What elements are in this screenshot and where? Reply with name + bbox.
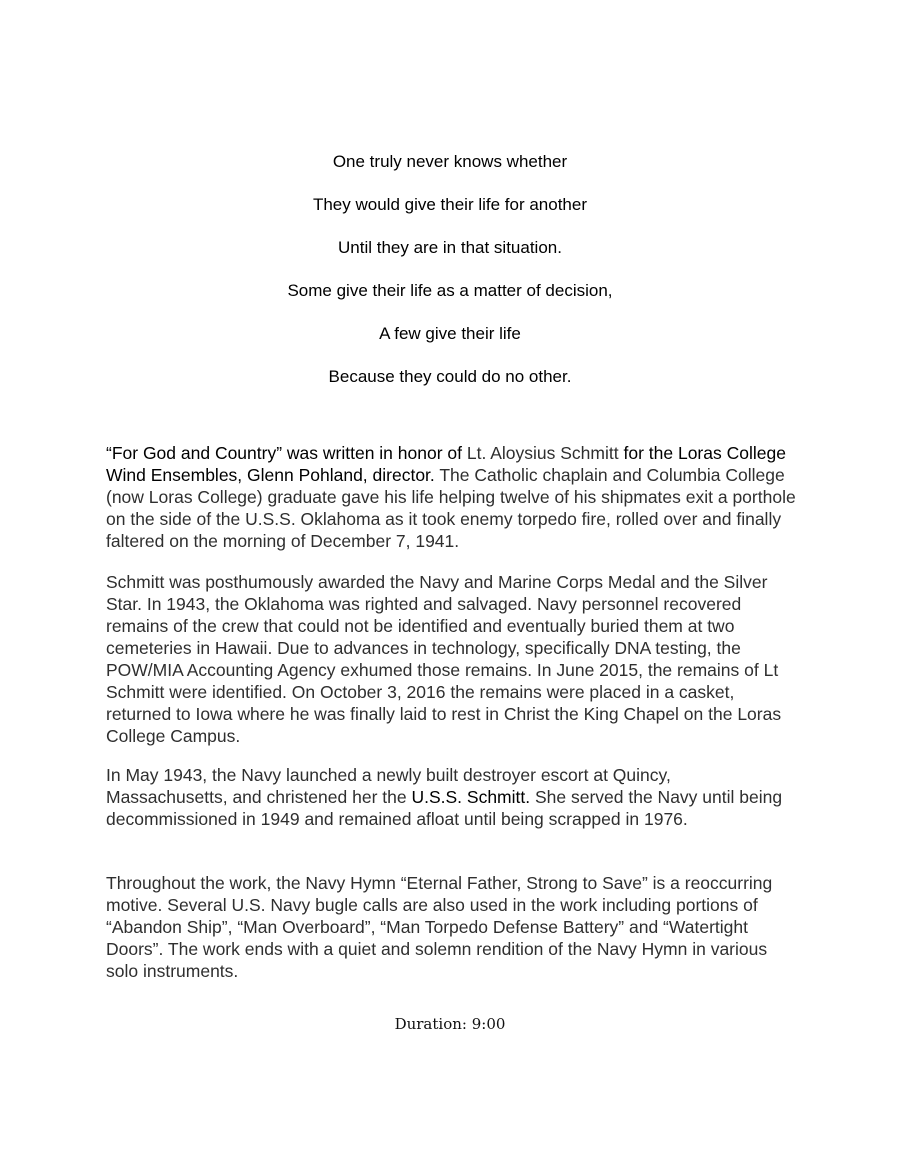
poem-line-1: One truly never knows whether xyxy=(332,152,568,171)
ensemble-dedication: for the Loras College Wind Ensembles, Glenn Pohland, director. xyxy=(106,443,786,485)
program-note-dedication xyxy=(106,442,796,552)
work-title-phrase: “For God and Country” was written in honor of xyxy=(106,443,462,463)
program-note-history: Schmitt was posthumously awarded the Navy and Marine Corps Medal and the Silver Star. In 1943, the Oklahoma was righted and salvaged. Navy personnel recovered remains of the crew that could not be identified and eventually buried them at two cemeteries in Hawaii. Due to advances in technology, specifically DNA testing, the POW/MIA Accounting Agency exhumed those remains. In June 2015, the remains of Lt Schmitt were identified. On October 3, 2016 the remains were placed in a casket, returned to Iowa where he was finally laid to rest in Christ the King Chapel on the Loras College Campus. xyxy=(106,572,782,746)
poem-line-4: Some give their life as a matter of decision, xyxy=(287,281,613,300)
chaplain-story: The Catholic chaplain and Columbia College (now Loras College) graduate gave his life helping twelve of his shipmates exit a porthole on the side of the U.S.S. Oklahoma as it took enemy torpedo fire, rolled over and finally faltered on the morning of December 7, 1941. xyxy=(106,465,796,551)
ship-service-text: She served the Navy until being decommissioned in 1949 and remained afloat until being scrapped in 1976. xyxy=(106,787,783,829)
honoree-name: Lt. Aloysius Schmitt xyxy=(466,443,619,463)
duration: Duration: 9:00 xyxy=(394,1015,506,1033)
ship-name: U.S.S. Schmitt. xyxy=(411,787,531,807)
ship-launch-text: In May 1943, the Navy launched a newly built destroyer escort at Quincy, Massachusetts, and christened her the xyxy=(106,765,671,807)
poem-line-6: Because they could do no other. xyxy=(328,367,572,386)
program-note-ship xyxy=(106,764,796,830)
poem xyxy=(0,140,900,398)
poem-line-3: Until they are in that situation. xyxy=(338,238,562,257)
poem-line-5: A few give their life xyxy=(379,324,521,343)
program-note-music: Throughout the work, the Navy Hymn “Eternal Father, Strong to Save” is a reoccurring motive. Several U.S. Navy bugle calls are also used in the work including portions of “Abandon Ship”, “Man Overboard”, “Man Torpedo Defense Battery” and “Watertight Doors”. The work ends with a quiet and solemn rendition of the Navy Hymn in various solo instruments. xyxy=(106,873,773,981)
poem-line-2: They would give their life for another xyxy=(312,195,588,214)
